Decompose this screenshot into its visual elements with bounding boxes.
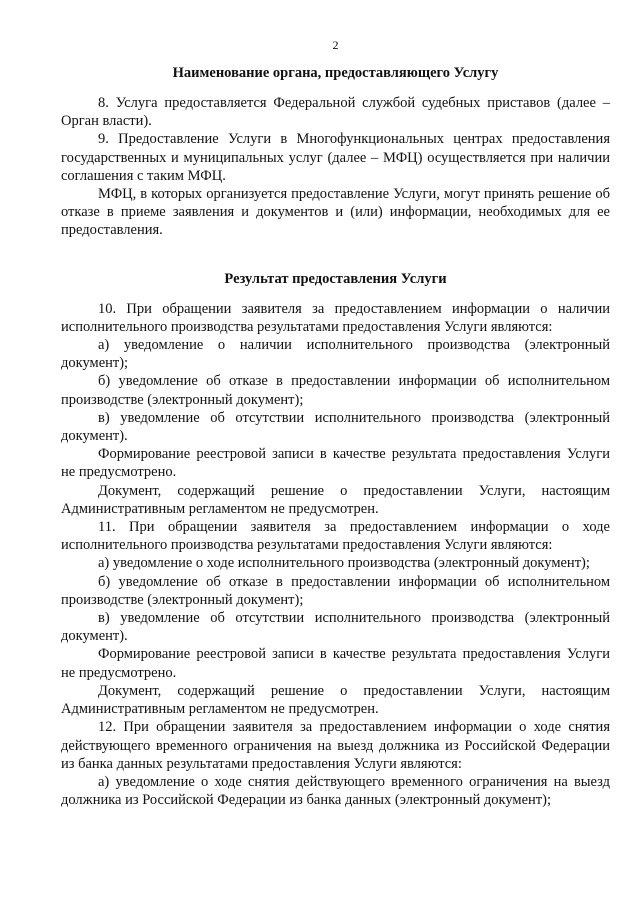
paragraph: МФЦ, в которых организуется предоставление Услуги, могут принять решение об отказе в приеме заявления и документов и (или) информации, необходимых для ее предоставления. — [61, 186, 610, 239]
paragraph: Документ, содержащий решение о предоставлении Услуги, настоящим Административным регламентом не предусмотрен. — [61, 482, 610, 517]
section-heading-authority: Наименование органа, предоставляющего Услугу — [172, 65, 499, 81]
section-heading-result: Результат предоставления Услуги — [224, 270, 447, 287]
paragraph: Формирование реестровой записи в качестве результата предоставления Услуги не предусмотрено. — [61, 646, 610, 681]
paragraph: 9. Предоставление Услуги в Многофункциональных центрах предоставления государственных и муниципальных услуг (далее – МФЦ) осуществляется при наличии соглашения с таким МФЦ. — [61, 131, 610, 184]
paragraph: а) уведомление о наличии исполнительного производства (электронный документ); — [61, 337, 610, 372]
section-authority-body — [61, 94, 610, 240]
section-result-body — [61, 300, 610, 810]
page-number: 2 — [332, 38, 339, 52]
paragraph: а) уведомление о ходе снятия действующего временного ограничения на выезд должника из Российской Федерации из банка данных (электронный документ); — [61, 773, 610, 809]
paragraph: а) уведомление о ходе исполнительного производства (электронный документ); — [98, 555, 590, 572]
paragraph: б) уведомление об отказе в предоставлении информации об исполнительном производстве (электронный документ); — [61, 573, 610, 608]
paragraph: Документ, содержащий решение о предоставлении Услуги, настоящим Административным регламентом не предусмотрен. — [61, 682, 610, 718]
paragraph: Формирование реестровой записи в качестве результата предоставления Услуги не предусмотрено. — [61, 446, 610, 481]
paragraph: 8. Услуга предоставляется Федеральной службой судебных приставов (далее – Орган власти). — [61, 95, 610, 130]
paragraph: в) уведомление об отсутствии исполнительного производства (электронный документ). — [61, 610, 610, 645]
document-page — [61, 0, 610, 809]
paragraph: 12. При обращении заявителя за предоставлением информации о ходе снятия действующего временного ограничения на выезд должника из Российской Федерации из банка данных результатами предоставления Услуги являются: — [61, 719, 610, 772]
paragraph: 10. При обращении заявителя за предоставлением информации о наличии исполнительного производства результатами предоставления Услуги являются: — [61, 300, 610, 335]
paragraph: 11. При обращении заявителя за предоставлением информации о ходе исполнительного производства результатами предоставления Услуги являются: — [61, 519, 610, 554]
paragraph: в) уведомление об отсутствии исполнительного производства (электронный документ). — [61, 409, 610, 445]
paragraph: б) уведомление об отказе в предоставлении информации об исполнительном производстве (электронный документ); — [61, 373, 610, 408]
